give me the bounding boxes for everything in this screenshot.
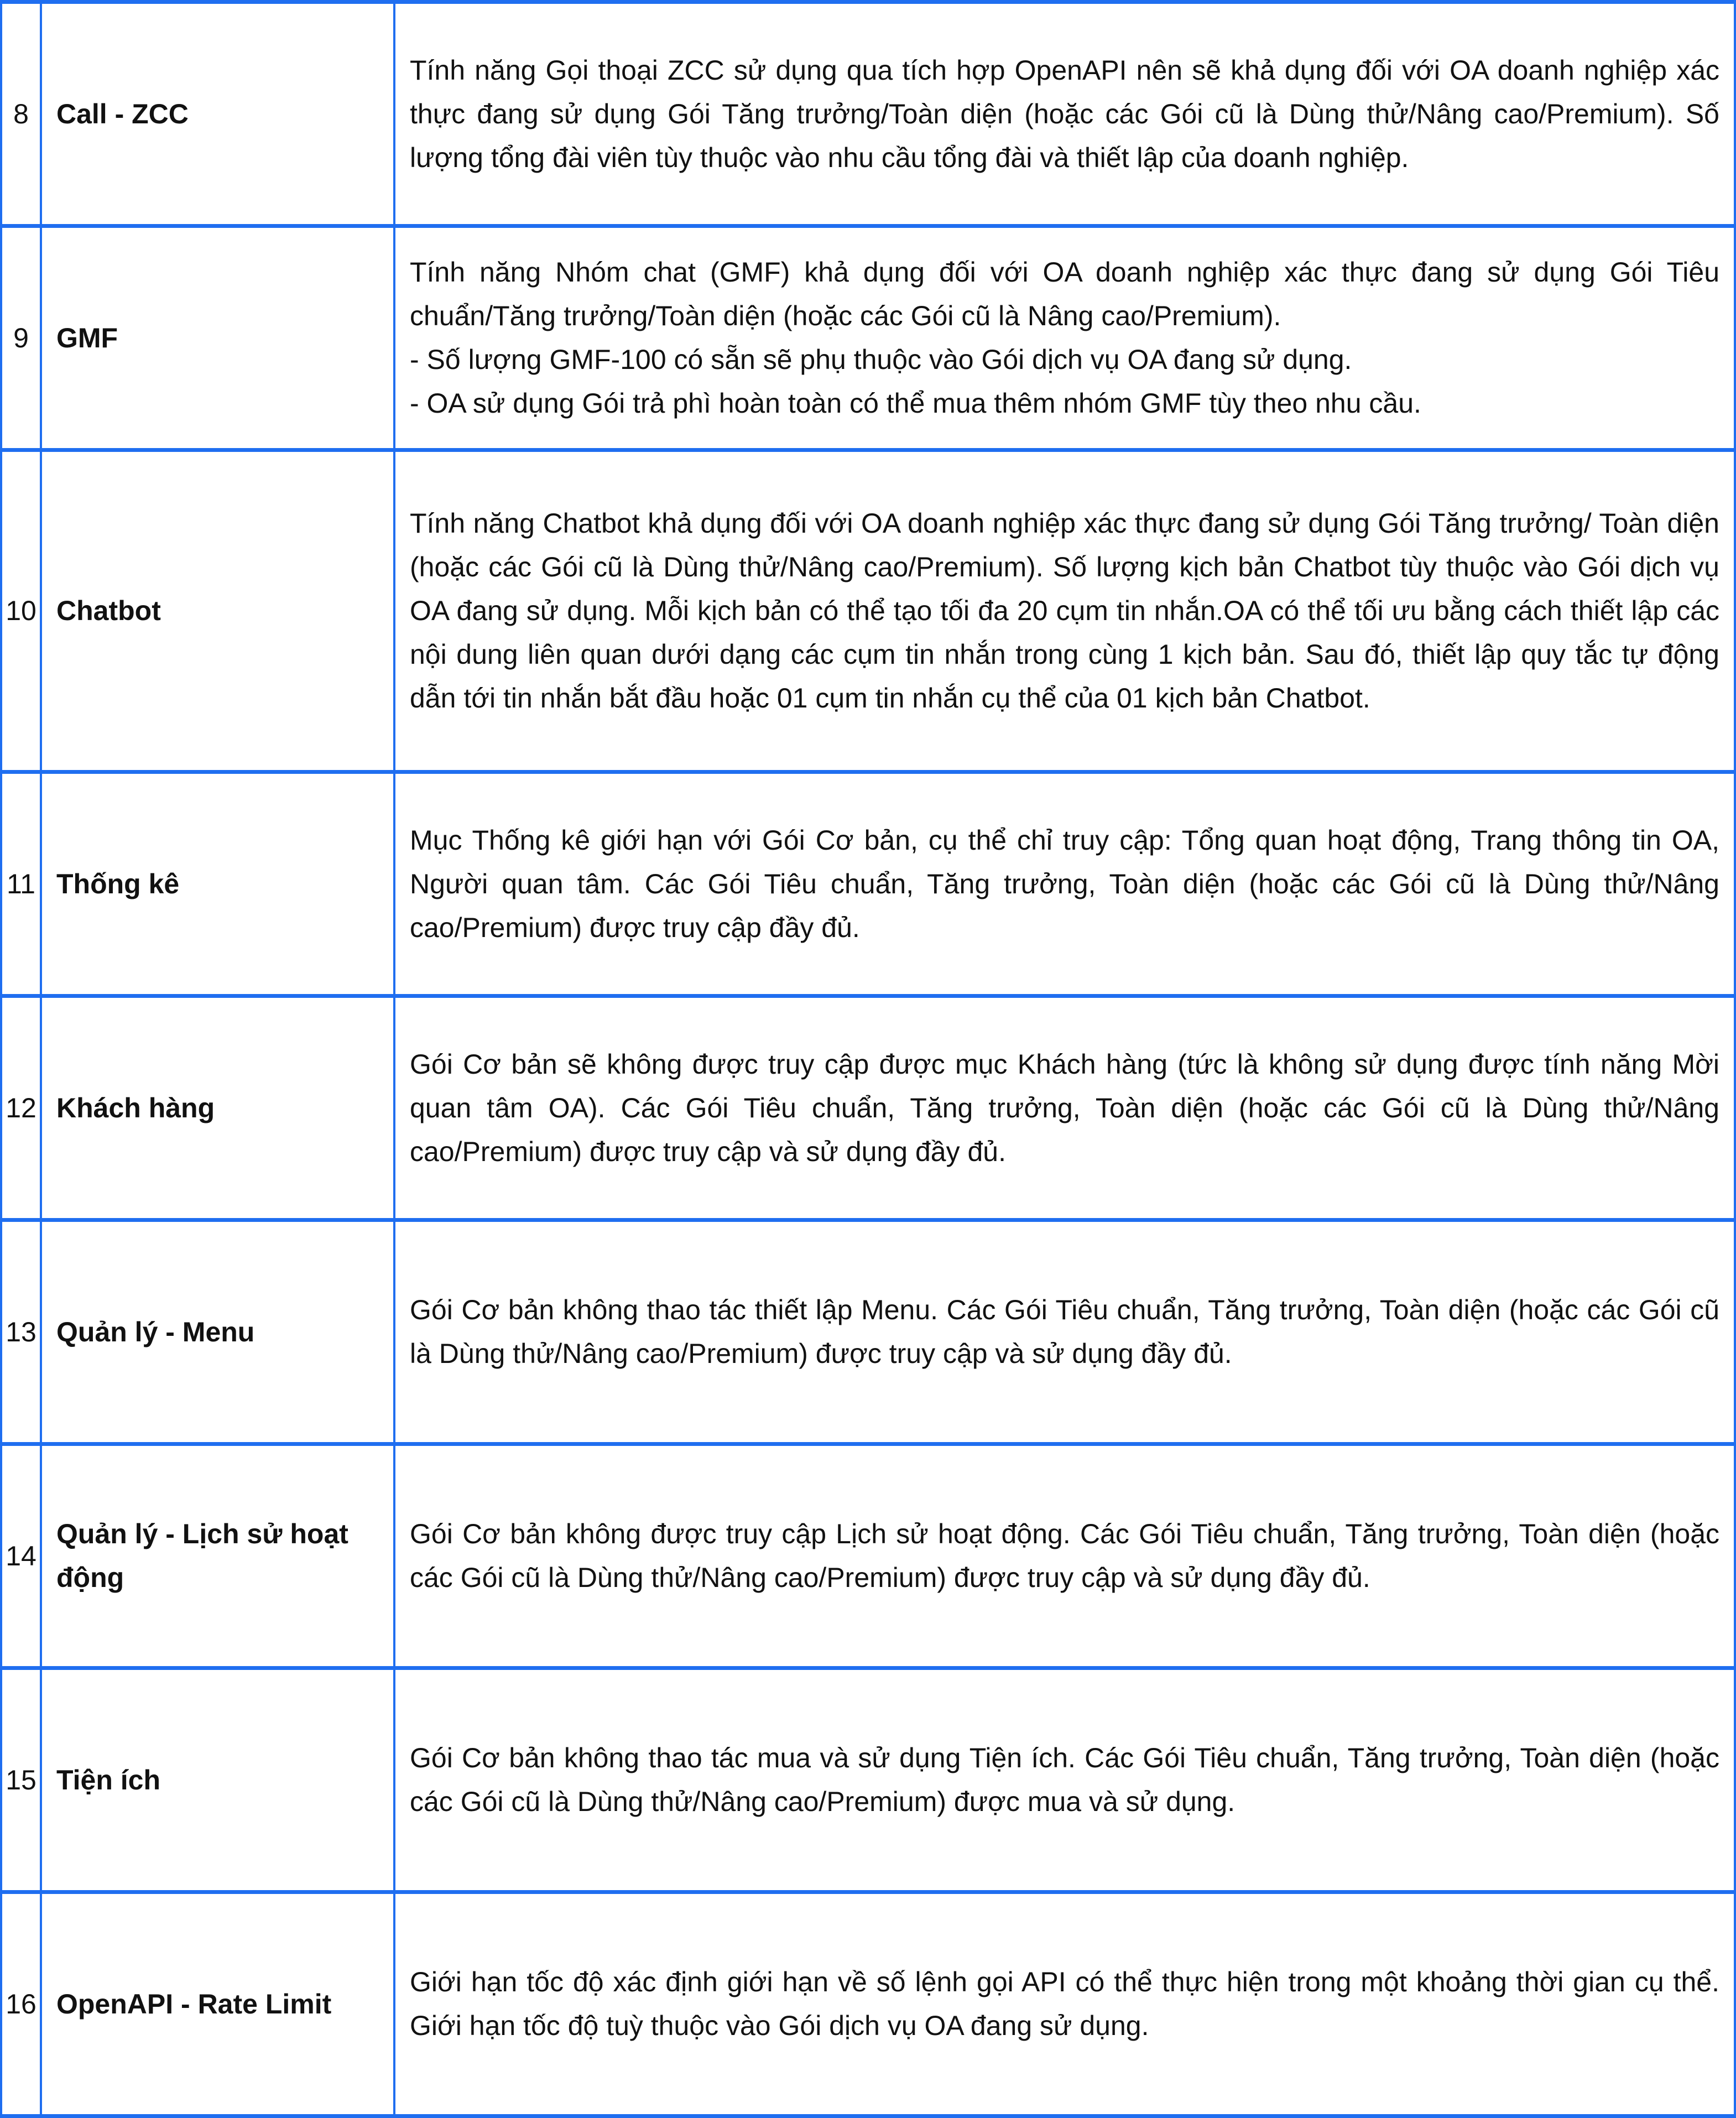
row-number: 14: [1, 1444, 41, 1668]
feature-description: [394, 772, 1735, 996]
row-number: 10: [1, 450, 41, 772]
description-line: Gói Cơ bản sẽ không được truy cập được mục Khách hàng (tức là không sử dụng được tính năng Mời quan tâm OA). Các Gói Tiêu chuẩn, Tăng trưởng, Toàn diện (hoặc các Gói cũ là Dùng thử/Nâng cao/Premium) được truy cập và sử dụng đầy đủ.: [410, 1048, 1719, 1167]
feature-description: [394, 1892, 1735, 2116]
description-line: Giới hạn tốc độ xác định giới hạn về số lệnh gọi API có thể thực hiện trong một khoảng thời gian cụ thể. Giới hạn tốc độ tuỳ thuộc vào Gói dịch vụ OA đang sử dụng.: [410, 1966, 1719, 2041]
feature-description: [394, 1220, 1735, 1444]
table-row: [1, 772, 1735, 996]
row-number: 16: [1, 1892, 41, 2116]
table-row: [1, 2, 1735, 226]
row-number: 11: [1, 772, 41, 996]
table-row: [1, 1444, 1735, 1668]
table-row: [1, 450, 1735, 772]
description-line: Gói Cơ bản không thao tác thiết lập Menu. Các Gói Tiêu chuẩn, Tăng trưởng, Toàn diện (hoặc các Gói cũ là Dùng thử/Nâng cao/Premium) được truy cập và sử dụng đầy đủ.: [410, 1294, 1719, 1369]
feature-description: [394, 1444, 1735, 1668]
table-row: [1, 1220, 1735, 1444]
table-row: [1, 226, 1735, 450]
feature-description: [394, 226, 1735, 450]
row-number: 12: [1, 996, 41, 1220]
feature-name: Tiện ích: [41, 1668, 394, 1892]
description-line: - OA sử dụng Gói trả phì hoàn toàn có thể mua thêm nhóm GMF tùy theo nhu cầu.: [410, 388, 1421, 419]
description-line: - Số lượng GMF-100 có sẵn sẽ phụ thuộc vào Gói dịch vụ OA đang sử dụng.: [410, 344, 1352, 375]
table-row: [1, 1668, 1735, 1892]
description-line: Gói Cơ bản không thao tác mua và sử dụng Tiện ích. Các Gói Tiêu chuẩn, Tăng trưởng, Toàn diện (hoặc các Gói cũ là Dùng thử/Nâng cao/Premium) được mua và sử dụng.: [410, 1742, 1719, 1817]
table-row: [1, 996, 1735, 1220]
row-number: 13: [1, 1220, 41, 1444]
table-body: [1, 2, 1735, 2116]
feature-name: Quản lý - Lịch sử hoạt động: [41, 1444, 394, 1668]
description-line: Tính năng Chatbot khả dụng đối với OA doanh nghiệp xác thực đang sử dụng Gói Tăng trưởng/ Toàn diện (hoặc các Gói cũ là Dùng thử/Nâng cao/Premium). Số lượng kịch bản Chatbot tùy thuộc vào Gói dịch vụ OA đang sử dụng. Mỗi kịch bản có thể tạo tối đa 20 cụm tin nhắn.OA có thể tối ưu bằng cách thiết lập các nội dung liên quan dưới dạng các cụm tin nhắn trong cùng 1 kịch bản. Sau đó, thiết lập quy tắc tự động dẫn tới tin nhắn bắt đầu hoặc 01 cụm tin nhắn cụ thể của 01 kịch bản Chatbot.: [410, 508, 1719, 714]
feature-name: Quản lý - Menu: [41, 1220, 394, 1444]
feature-description: [394, 996, 1735, 1220]
feature-name: OpenAPI - Rate Limit: [41, 1892, 394, 2116]
feature-name: GMF: [41, 226, 394, 450]
feature-name: Khách hàng: [41, 996, 394, 1220]
row-number: 15: [1, 1668, 41, 1892]
row-number: 9: [1, 226, 41, 450]
row-number: 8: [1, 2, 41, 226]
feature-description: [394, 450, 1735, 772]
feature-description: [394, 1668, 1735, 1892]
description-line: Tính năng Gọi thoại ZCC sử dụng qua tích hợp OpenAPI nên sẽ khả dụng đối với OA doanh nghiệp xác thực đang sử dụng Gói Tăng trưởng/Toàn diện (hoặc các Gói cũ là Dùng thử/Nâng cao/Premium). Số lượng tổng đài viên tùy thuộc vào nhu cầu tổng đài và thiết lập của doanh nghiệp.: [410, 54, 1719, 173]
table-row: [1, 1892, 1735, 2116]
description-line: Gói Cơ bản không được truy cập Lịch sử hoạt động. Các Gói Tiêu chuẩn, Tăng trưởng, Toàn diện (hoặc các Gói cũ là Dùng thử/Nâng cao/Premium) được truy cập và sử dụng đầy đủ.: [410, 1518, 1719, 1593]
feature-description: [394, 2, 1735, 226]
description-line: Mục Thống kê giới hạn với Gói Cơ bản, cụ thể chỉ truy cập: Tổng quan hoạt động, Trang thông tin OA, Người quan tâm. Các Gói Tiêu chuẩn, Tăng trưởng, Toàn diện (hoặc các Gói cũ là Dùng thử/Nâng cao/Premium) được truy cập đầy đủ.: [410, 824, 1719, 943]
feature-name: Chatbot: [41, 450, 394, 772]
feature-name: Call - ZCC: [41, 2, 394, 226]
feature-name: Thống kê: [41, 772, 394, 996]
description-line: Tính năng Nhóm chat (GMF) khả dụng đối với OA doanh nghiệp xác thực đang sử dụng Gói Tiêu chuẩn/Tăng trưởng/Toàn diện (hoặc các Gói cũ là Nâng cao/Premium).: [410, 257, 1719, 331]
